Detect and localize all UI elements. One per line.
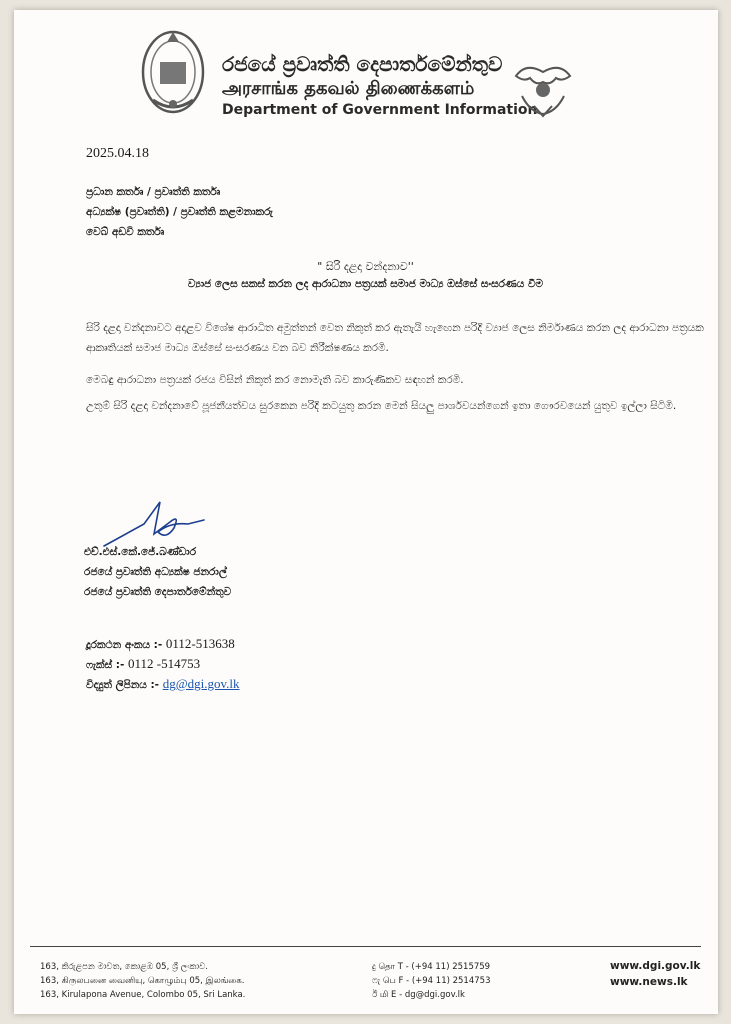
fax-label: ෆැක්ස් :-	[86, 659, 125, 671]
footer-website-news[interactable]: www.news.lk	[610, 976, 688, 988]
handwritten-signature	[100, 494, 210, 550]
signatory-name: එච්.එස්.කේ.ජේ.බණ්ඩාර	[84, 546, 197, 558]
body-paragraph: සිරි දළදා වන්දනාවට අදාළව විශේෂ ආරාධිත අමුත්තන් වෙත නිකුත් කර ඇතැයි හැඟෙන පරිදි ව්‍යාජ ලෙස නිර්මාණය කරන ලද ආරාධනා පත්‍රයක ආකෘතියක් සමාජ මාධ්‍ය ඔස්සේ සංසරණය වන බව නිරීක්ෂණය කරමි.	[86, 322, 704, 354]
addressee-line: වෙබ් අඩවි කර්තෘ	[86, 226, 165, 238]
footer-divider	[30, 946, 701, 947]
header-english: Department of Government Information	[222, 102, 538, 118]
email-line	[86, 676, 240, 692]
subject-line: ව්‍යාජ ලෙස සකස් කරන ලද ආරාධනා පත්‍රයක් සමාජ මාධ්‍ය ඔස්සේ සංසරණය වීම	[187, 278, 544, 290]
signatory-title: රජයේ ප්‍රවෘත්ති අධ්‍යක්ෂ ජනරාල්	[84, 566, 227, 578]
footer-telephone: දු தொ T - (+94 11) 2515759	[372, 962, 491, 972]
email-link[interactable]: dg@dgi.gov.lk	[162, 676, 240, 691]
fax-line	[86, 656, 200, 672]
footer-fax: ෆැ பெ F - (+94 11) 2514753	[372, 976, 491, 986]
header-tamil: அரசாங்க தகவல் திணைக்களம்	[222, 78, 475, 99]
addressee-line: ප්‍රධාන කර්තෘ / ප්‍රවෘත්ති කර්තෘ	[86, 186, 221, 198]
phone-label: දූරකථන අංකය :-	[86, 639, 163, 651]
footer-address-english: 163, Kirulapona Avenue, Colombo 05, Sri Lanka.	[40, 990, 246, 1000]
body-paragraph: මෙබඳු ආරාධනා පත්‍රයක් රජය විසින් නිකුත් කර නොමැති බව කාරුණිකව සඳහන් කරමි.	[86, 374, 464, 386]
department-logo	[510, 56, 576, 120]
phone-number: 0112-513638	[165, 636, 235, 651]
body-paragraph: උතුම් සිරි දළදා වන්දනාවේ පූජනීයත්වය සුරකෙන පරිදි කටයුතු කරන මෙන් සියලු පාර්ශවයන්ගෙන් ඉතා ගෞරවයෙන් යුතුව ඉල්ලා සිටිමි.	[86, 400, 677, 412]
footer-address-sinhala: 163, කිරුළපන මාවත, කොළඹ 05, ශ්‍රී ලංකාව.	[40, 962, 208, 972]
header-sinhala: රජයේ ප්‍රවෘත්ති දෙපාර්තමේන්තුව	[222, 52, 503, 76]
footer-address-tamil: 163, கிருலபனை வைனியு, கொழும்பு 05, இலங்கை.	[40, 976, 245, 986]
footer-website-dgi[interactable]: www.dgi.gov.lk	[610, 960, 701, 972]
fax-number: 0112 -514753	[127, 656, 201, 671]
sri-lanka-emblem	[138, 22, 208, 118]
subject-quote: " සිරි දළදා වන්දනාව''	[317, 260, 414, 273]
email-label: විද්‍යුත් ලිපිනය :-	[86, 679, 160, 691]
footer-email: ඊ மி E - dg@dgi.gov.lk	[372, 990, 465, 1000]
letter-date: 2025.04.18	[86, 146, 149, 161]
addressee-line: අධ්‍යක්ෂ (ප්‍රවෘත්ති) / ප්‍රවෘත්ති කළමනාකරු	[86, 206, 273, 218]
signatory-department: රජයේ ප්‍රවෘත්ති දෙපාර්තමේන්තුව	[84, 586, 232, 598]
phone-line	[86, 636, 235, 652]
